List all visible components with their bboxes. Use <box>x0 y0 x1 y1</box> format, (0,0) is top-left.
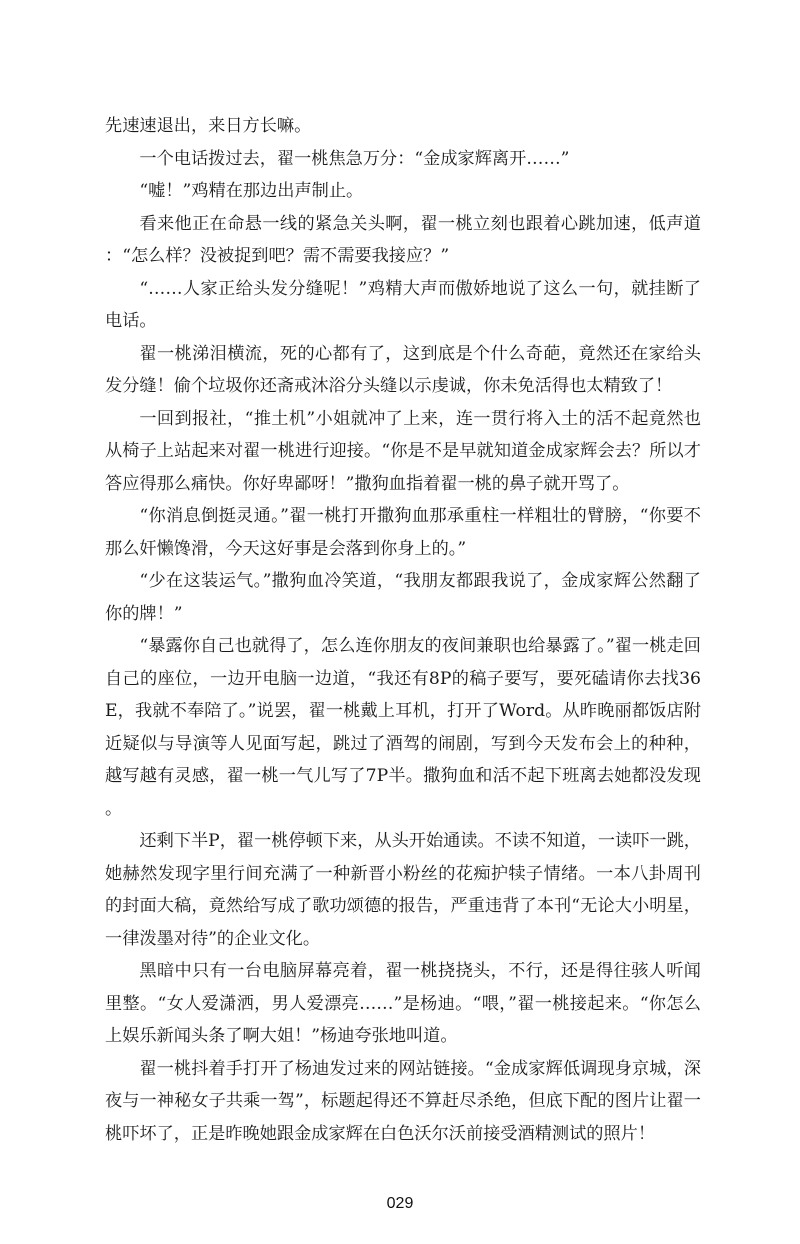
paragraph: “你消息倒挺灵通。”翟一桃打开撒狗血那承重柱一样粗壮的臂膀，“你要不那么奸懒馋滑，今天这好事是会落到你身上的。” <box>105 506 701 559</box>
paragraph: 黑暗中只有一台电脑屏幕亮着，翟一桃挠挠头，不行，还是得往骇人听闻里整。“女人爱潇洒，男人爱漂亮……”是杨迪。“喂，”翟一桃接起来。“你怎么上娱乐新闻头条了啊大姐！”杨迪夸张地叫道。 <box>105 961 701 1046</box>
paragraph: 翟一桃抖着手打开了杨迪发过来的网站链接。“金成家辉低调现身京城，深夜与一神秘女子共乘一驾”，标题起得还不算赶尽杀绝，但底下配的图片让翟一桃吓坏了，正是昨晚她跟金成家辉在白色沃尔沃前接受酒精测试的照片！ <box>105 1058 701 1144</box>
paragraph: 看来他正在命悬一线的紧急关头啊，翟一桃立刻也跟着心跳加速，低声道：“怎么样？没被捉到吧？需不需要我接应？” <box>105 213 701 266</box>
paragraph: 翟一桃涕泪横流，死的心都有了，这到底是个什么奇葩，竟然还在家给头发分缝！偷个垃圾你还斋戒沐浴分头缝以示虔诚，你未免活得也太精致了！ <box>105 343 701 396</box>
paragraph: “嘘！”鸡精在那边出声制止。 <box>139 181 364 201</box>
paragraph: 一回到报社，“推土机”小姐就冲了上来，连一贯行将入土的活不起竟然也从椅子上站起来对翟一桃进行迎接。“你是不是早就知道金成家辉会去？所以才答应得那么痛快。你好卑鄙呀！”撒狗血指着翟一桃的鼻子就开骂了。 <box>105 408 701 494</box>
page-number: 029 <box>386 1195 414 1212</box>
paragraph: “暴露你自己也就得了，怎么连你朋友的夜间兼职也给暴露了。”翟一桃走回自己的座位，一边开电脑一边道，“我还有8P的稿子要写，要死磕请你去找36E，我就不奉陪了。”说罢，翟一桃戴上耳机，打开了Word。从昨晚丽都饭店附近疑似与导演等人见面写起，跳过了酒驾的闹剧，写到今天发布会上的种种，越写越有灵感，翟一桃一气儿写了7P半。撒狗血和活不起下班离去她都没发现。 <box>105 636 701 819</box>
paragraph: 还剩下半P，翟一桃停顿下来，从头开始通读。不读不知道，一读吓一跳，她赫然发现字里行间充满了一种新晋小粉丝的花痴护犊子情绪。一本八卦周刊的封面大稿，竟然给写成了歌功颂德的报告，严重违背了本刊“无论大小明星，一律泼墨对待”的企业文化。 <box>105 831 701 949</box>
paragraph: “少在这装运气。”撒狗血冷笑道，“我朋友都跟我说了，金成家辉公然翻了你的牌！” <box>105 571 701 624</box>
page-body <box>105 0 701 1150</box>
paragraph: 先速速退出，来日方长嘛。 <box>105 116 312 136</box>
paragraph: “……人家正给头发分缝呢！”鸡精大声而傲娇地说了这么一句，就挂断了电话。 <box>105 278 701 331</box>
paragraph: 一个电话拨过去，翟一桃焦急万分：“金成家辉离开……” <box>139 148 570 169</box>
